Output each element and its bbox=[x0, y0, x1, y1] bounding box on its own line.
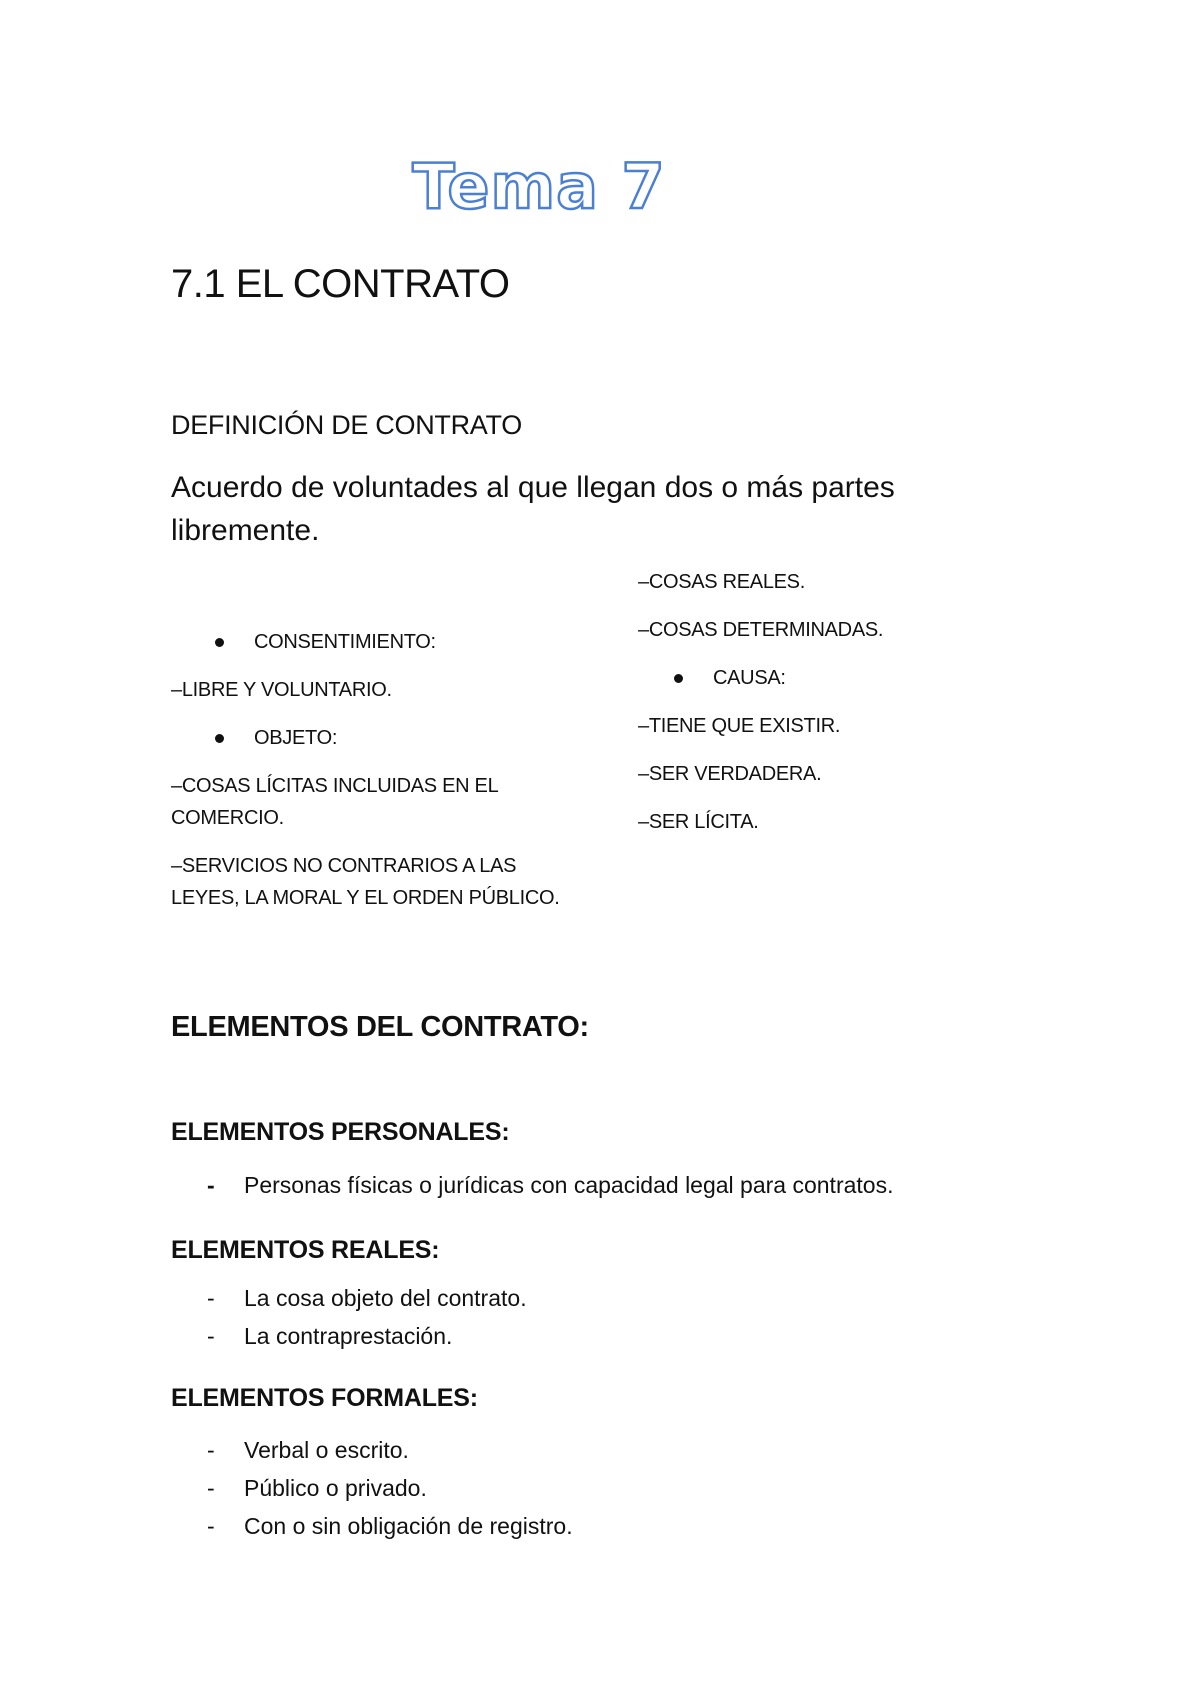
list-item-text: La contraprestación. bbox=[244, 1323, 453, 1349]
section-heading: 7.1 EL CONTRATO bbox=[171, 262, 510, 306]
list-item-text: Personas físicas o jurídicas con capacidad legal para contratos. bbox=[244, 1172, 894, 1198]
list-item-line: LEYES, LA MORAL Y EL ORDEN PÚBLICO. bbox=[171, 887, 560, 909]
list-item-text: Con o sin obligación de registro. bbox=[244, 1513, 573, 1539]
document-title: Tema 7 bbox=[412, 150, 666, 223]
right-column bbox=[638, 566, 1058, 838]
list-item bbox=[171, 1323, 527, 1361]
bullet-dot-icon bbox=[215, 734, 224, 743]
list-item: –COSAS REALES. bbox=[638, 571, 805, 593]
definition-text: Acuerdo de voluntades al que llegan dos o más partes libremente. bbox=[171, 471, 895, 547]
dash-marker: - bbox=[207, 1172, 215, 1198]
bullet-label: CONSENTIMIENTO: bbox=[254, 631, 436, 653]
list-item bbox=[171, 770, 611, 834]
list-item-text: La cosa objeto del contrato. bbox=[244, 1285, 527, 1311]
list-item bbox=[171, 850, 611, 914]
elementos-heading: ELEMENTOS DEL CONTRATO: bbox=[171, 1011, 589, 1043]
list-item-line: –SERVICIOS NO CONTRARIOS A LAS bbox=[171, 855, 517, 877]
list-item bbox=[171, 1437, 573, 1475]
list-item-line: COMERCIO. bbox=[171, 807, 284, 829]
definition-label: DEFINICIÓN DE CONTRATO bbox=[171, 410, 522, 440]
reales-list bbox=[171, 1285, 527, 1361]
dash-marker: - bbox=[207, 1513, 215, 1539]
bullet-label: CAUSA: bbox=[713, 667, 786, 689]
bullet-objeto bbox=[171, 722, 611, 754]
dash-marker: - bbox=[207, 1285, 215, 1311]
dash-marker: - bbox=[207, 1437, 215, 1463]
list-item: –SER VERDADERA. bbox=[638, 763, 822, 785]
dash-marker: - bbox=[207, 1323, 215, 1349]
list-item bbox=[171, 1285, 527, 1323]
list-item-text: Verbal o escrito. bbox=[244, 1437, 409, 1463]
bullet-consentimiento bbox=[171, 626, 611, 658]
list-item bbox=[171, 1513, 573, 1551]
dash-marker: - bbox=[207, 1475, 215, 1501]
bullet-causa bbox=[638, 662, 1058, 694]
list-item: –COSAS DETERMINADAS. bbox=[638, 619, 884, 641]
list-item bbox=[171, 1172, 893, 1210]
list-item-text: Público o privado. bbox=[244, 1475, 427, 1501]
list-item: –TIENE QUE EXISTIR. bbox=[638, 715, 841, 737]
formales-heading: ELEMENTOS FORMALES: bbox=[171, 1384, 478, 1412]
formales-list bbox=[171, 1437, 573, 1551]
bullet-label: OBJETO: bbox=[254, 727, 338, 749]
list-item-line: –COSAS LÍCITAS INCLUIDAS EN EL bbox=[171, 775, 499, 797]
bullet-dot-icon bbox=[674, 674, 683, 683]
list-item: –LIBRE Y VOLUNTARIO. bbox=[171, 679, 392, 701]
personales-list bbox=[171, 1172, 893, 1210]
list-item bbox=[171, 1475, 573, 1513]
reales-heading: ELEMENTOS REALES: bbox=[171, 1236, 440, 1264]
bullet-dot-icon bbox=[215, 638, 224, 647]
list-item: –SER LÍCITA. bbox=[638, 811, 759, 833]
personales-heading: ELEMENTOS PERSONALES: bbox=[171, 1118, 510, 1146]
left-column bbox=[171, 626, 611, 914]
